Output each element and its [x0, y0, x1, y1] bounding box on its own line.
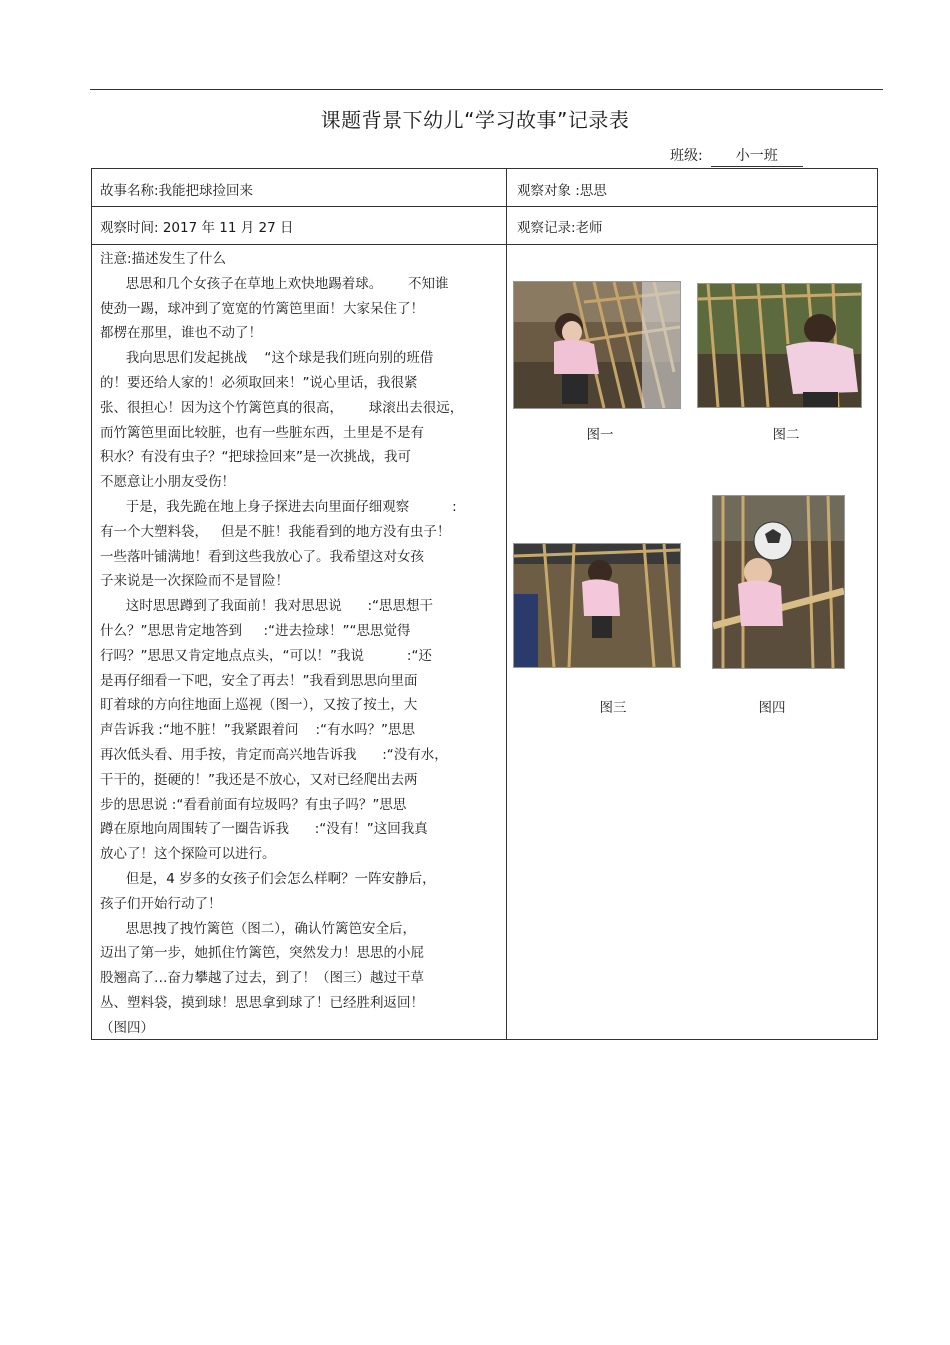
photo-1-image — [514, 282, 680, 408]
row-divider — [92, 244, 877, 245]
story-line: 都楞在那里，谁也不动了！ — [100, 325, 262, 342]
story-line: 再次低头看、用手按，肯定而高兴地告诉我 :“没有水， — [100, 746, 448, 763]
story-line: 声告诉我 :“地不脏！”我紧跟着问 :“有水吗？”思思 — [100, 722, 416, 739]
photo-1 — [513, 281, 681, 409]
class-label: 班级: — [670, 148, 703, 164]
story-line: 是再仔细看一下吧，安全了再去！”我看到思思向里面 — [100, 672, 418, 689]
photo-2 — [697, 283, 862, 408]
photo-4-image — [713, 496, 844, 668]
story-line: 思思拽了拽竹篱笆（图二），确认竹篱笆安全后， — [100, 920, 416, 937]
story-line: 于是，我先跪在地上身子探进去向里面仔细观察 : — [100, 498, 457, 515]
story-line: 这时思思蹲到了我面前！我对思思说 :“思思想干 — [100, 598, 434, 615]
story-line: 张、很担心！因为这个竹篱笆真的很高， 球滚出去很远， — [100, 399, 464, 416]
story-line: 而竹篱笆里面比较脏，也有一些脏东西，土里是不是有 — [100, 424, 424, 441]
story-line: 我向思思们发起挑战 “这个球是我们班向别的班借 — [100, 350, 434, 367]
observe-target-cell: 观察对象 :思思 — [517, 183, 607, 199]
story-line: 丛、塑料袋，摸到球！思思拿到球了！已经胜利返回！ — [100, 994, 424, 1011]
story-text — [100, 247, 500, 1041]
story-line: 一些落叶铺满地！看到这些我放心了。我希望这对女孩 — [100, 548, 424, 565]
story-line: 干干的，挺硬的！”我还是不放心，又对已经爬出去两 — [100, 771, 418, 788]
story-line: 思思和几个女孩子在草地上欢快地踢着球。 不知谁 — [100, 275, 449, 292]
caption-4: 图四 — [758, 700, 786, 716]
caption-1: 图一 — [586, 427, 614, 443]
photo-3-image — [514, 544, 680, 667]
caption-3: 图三 — [599, 700, 627, 716]
class-field — [670, 145, 803, 167]
story-line: 什么？”思思肯定地答到 :“进去捡球！”“思思觉得 — [100, 622, 411, 639]
photo-4 — [712, 495, 845, 669]
story-line: 步的思思说 :“看看前面有垃圾吗？有虫子吗？”思思 — [100, 796, 407, 813]
story-name-cell: 故事名称:我能把球捡回来 — [100, 183, 254, 199]
story-line: 但是，4 岁多的女孩子们会怎么样啊？一阵安静后， — [100, 870, 436, 887]
story-line: 蹲在原地向周围转了一圈告诉我 :“没有！”这回我真 — [100, 821, 428, 838]
story-line: 孩子们开始行动了！ — [100, 895, 222, 912]
observe-time-cell: 观察时间: 2017 年 11 月 27 日 — [100, 220, 294, 236]
page-title: 课题背景下幼儿“学习故事”记录表 — [320, 108, 630, 132]
story-line: 积水？有没有虫子？“把球捡回来”是一次挑战，我可 — [100, 449, 411, 466]
note-line: 注意:描述发生了什么 — [100, 251, 227, 267]
story-line: 迈出了第一步，她抓住竹篱笆，突然发力！思思的小屁 — [100, 945, 424, 962]
record-table — [91, 168, 878, 1040]
column-divider — [506, 169, 507, 1039]
story-line: 有一个大塑料袋， 但是不脏！我能看到的地方没有虫子！ — [100, 523, 451, 540]
story-line: 股翘高了…奋力攀越了过去，到了！（图三）越过干草 — [100, 970, 424, 987]
caption-2: 图二 — [772, 427, 800, 443]
observe-record-cell: 观察记录:老师 — [517, 220, 603, 236]
story-line: 的！要还给人家的！必须取回来！”说心里话，我很紧 — [100, 374, 418, 391]
row-divider — [92, 206, 877, 207]
class-value: 小一班 — [711, 145, 803, 167]
top-rule — [90, 89, 883, 90]
story-line: 盯着球的方向往地面上巡视（图一），又按了按土，大 — [100, 697, 418, 714]
story-line: 不愿意让小朋友受伤！ — [100, 474, 235, 491]
photo-3 — [513, 543, 681, 668]
story-line: 使劲一踢，球冲到了宽宽的竹篱笆里面！大家呆住了！ — [100, 300, 424, 317]
story-line: 行吗？”思思又肯定地点点头，“可以！”我说 :“还 — [100, 647, 432, 664]
story-line: 放心了！这个探险可以进行。 — [100, 846, 276, 863]
story-line: 子来说是一次探险而不是冒险！ — [100, 573, 289, 590]
story-line: （图四） — [100, 1019, 154, 1036]
photo-2-image — [698, 284, 861, 407]
